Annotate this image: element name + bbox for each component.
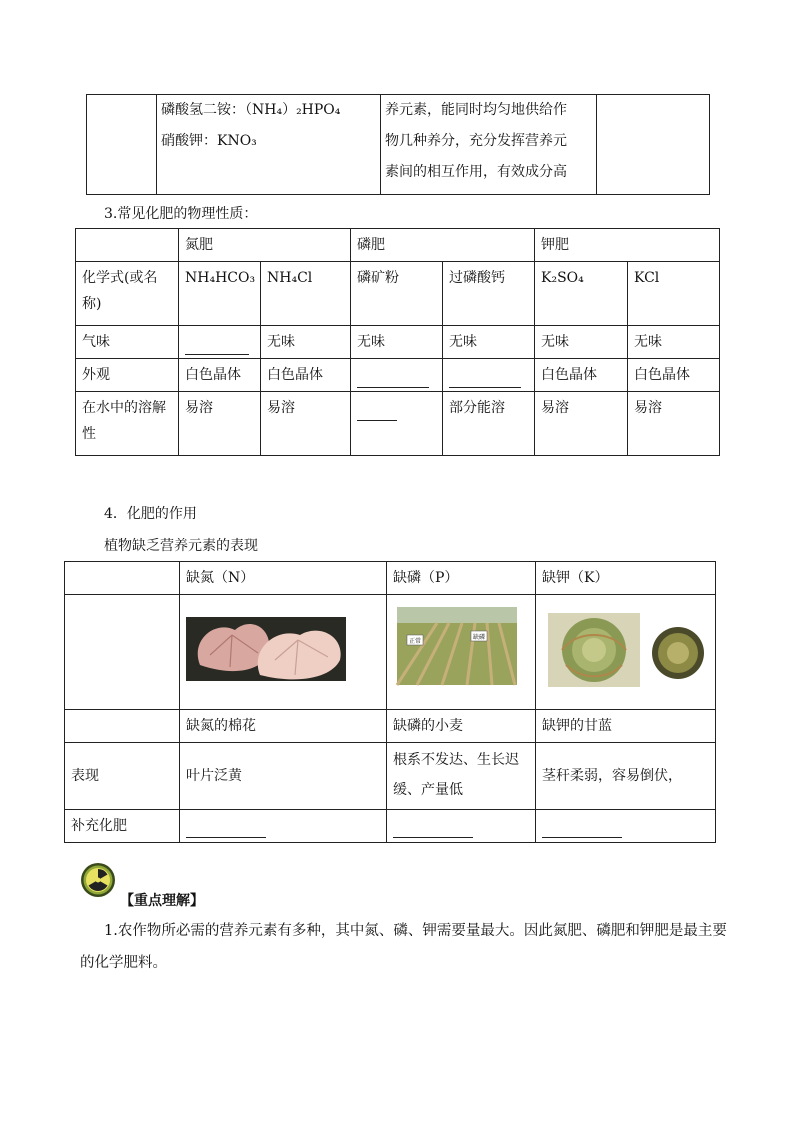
row-label-symptoms: 表现 [65,743,180,810]
row-label-solubility: 在水中的溶解性 [76,392,179,456]
key-points-paragraph: 1.农作物所必需的营养元素有多种，其中氮、磷、钾需要量最大。因此氮肥、磷肥和钾肥是最主要的化学肥料。 [80,923,727,971]
fill-in-blank[interactable] [357,402,397,421]
fertilizer-table-continued [86,94,710,195]
description-line: 素间的相互作用，有效成分高 [385,164,567,180]
cell-appearance: 白色晶体 [179,359,261,392]
symptom-p: 根系不发达、生长迟缓、产量低 [387,743,536,810]
description-line: 养元素，能同时均匀地供给作 [385,102,567,118]
cell-wheat-image [387,595,536,710]
supplement-k [536,810,716,843]
header-lack-p: 缺磷（P） [387,562,536,595]
key-points-heading: 【重点理解】 [120,893,204,909]
cell-formula: K₂SO₄ [535,262,628,326]
symptom-n: 叶片泛黄 [180,743,387,810]
cell-appearance: 白色晶体 [628,359,720,392]
cell-appearance: 白色晶体 [261,359,351,392]
header-potassium: 钾肥 [535,229,720,262]
cell-formula: NH₄HCO₃ [179,262,261,326]
formula-line: 磷酸氢二铵：（NH₄）₂HPO₄ [161,102,341,118]
cell-solubility: 易溶 [261,392,351,456]
fill-in-blank[interactable] [185,336,249,355]
fill-in-blank[interactable] [393,819,473,838]
cell-odor: 无味 [535,326,628,359]
caption-cabbage: 缺钾的甘蓝 [536,710,716,743]
section4-title: 4．化肥的作用 [104,506,197,522]
cell-empty [65,710,180,743]
section3-title: 3.常见化肥的物理性质： [104,206,258,222]
header-nitrogen: 氮肥 [179,229,351,262]
fill-in-blank[interactable] [542,819,622,838]
caption-cotton: 缺氮的棉花 [180,710,387,743]
cell-solubility-blank [351,392,443,456]
cell-odor: 无味 [628,326,720,359]
header-empty [76,229,179,262]
cell-odor: 无味 [261,326,351,359]
header-phosphorus: 磷肥 [351,229,535,262]
header-lack-n: 缺氮（N） [180,562,387,595]
cell-cabbage-image [536,595,716,710]
cell-solubility: 部分能溶 [443,392,535,456]
deficiency-table [64,561,716,843]
table-cell-empty [597,95,710,195]
row-label-formula: 化学式(或名称) [76,262,179,326]
cell-odor: 无味 [443,326,535,359]
cell-odor: 无味 [351,326,443,359]
supplement-n [180,810,387,843]
formula-line: 硝酸钾：KNO₃ [161,133,257,149]
symptom-k: 茎秆柔弱，容易倒伏， [536,743,716,810]
cell-odor-blank [179,326,261,359]
header-lack-k: 缺钾（K） [536,562,716,595]
cell-formula: KCl [628,262,720,326]
caption-wheat: 缺磷的小麦 [387,710,536,743]
wheat-field-image [387,595,535,701]
cell-solubility: 易溶 [535,392,628,456]
description-line: 物几种养分，充分发挥营养元 [385,133,567,149]
row-label-supplement: 补充化肥 [65,810,180,843]
section4-subtitle: 植物缺乏营养元素的表现 [104,538,258,554]
radiation-icon [80,862,116,898]
cell-formula: NH₄Cl [261,262,351,326]
table-cell-formulas [157,95,381,195]
cell-appearance-blank [351,359,443,392]
wheat-label-lack-p: 缺磷 [472,634,486,641]
row-label-appearance: 外观 [76,359,179,392]
row-label-odor: 气味 [76,326,179,359]
cell-solubility: 易溶 [628,392,720,456]
table-cell-empty [87,95,157,195]
fill-in-blank[interactable] [186,819,266,838]
cell-formula: 磷矿粉 [351,262,443,326]
cell-empty [65,595,180,710]
wheat-label-normal: 正常 [408,638,422,645]
physical-properties-table [75,228,720,456]
cabbage-image [536,595,716,701]
header-empty [65,562,180,595]
supplement-p [387,810,536,843]
cell-solubility: 易溶 [179,392,261,456]
cotton-leaves-image [180,595,386,701]
fill-in-blank[interactable] [357,369,429,388]
cell-cotton-image [180,595,387,710]
cell-appearance-blank [443,359,535,392]
cell-appearance: 白色晶体 [535,359,628,392]
fill-in-blank[interactable] [449,369,521,388]
cell-formula: 过磷酸钙 [443,262,535,326]
table-cell-description [381,95,597,195]
